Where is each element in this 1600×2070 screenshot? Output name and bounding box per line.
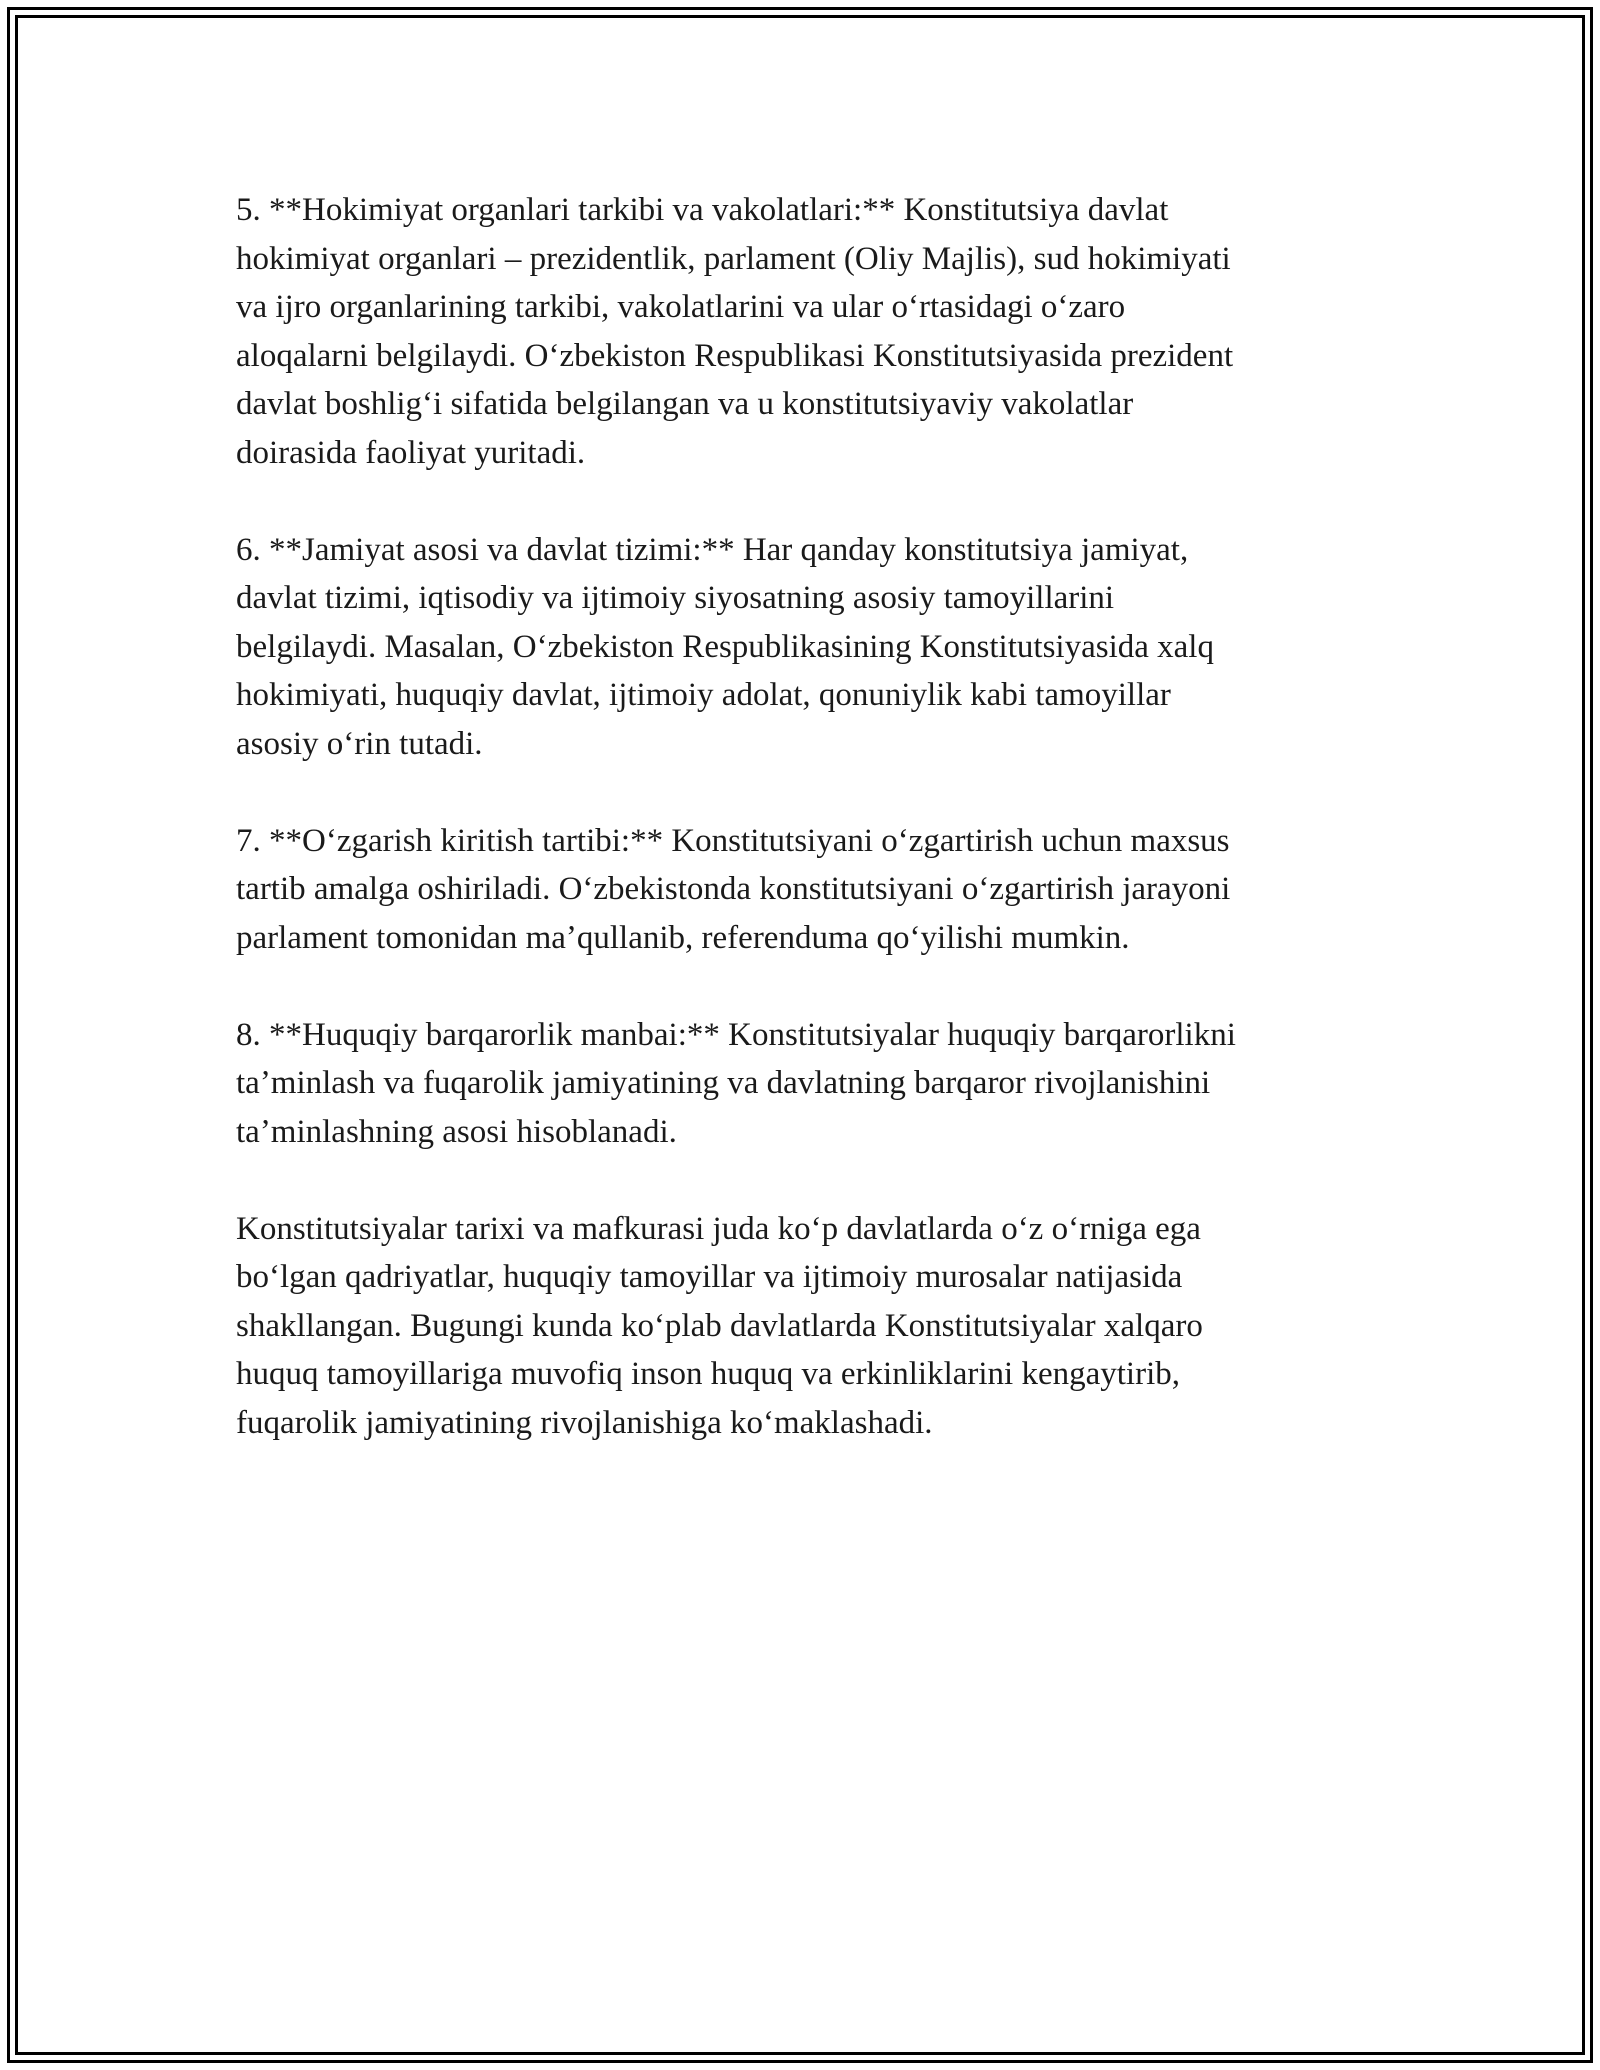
paragraph-item-7: [236, 817, 1366, 963]
text-line: shakllangan. Bugungi kunda koʻplab davlatlarda Konstitutsiyalar xalqaro: [236, 1307, 1203, 1344]
text-line: 7. **Oʻzgarish kiritish tartibi:** Konstitutsiyani oʻzgartirish uchun maxsus: [236, 822, 1230, 859]
text-line: belgilaydi. Masalan, Oʻzbekiston Respublikasining Konstitutsiyasida xalq: [236, 628, 1214, 665]
text-line: va ijro organlarining tarkibi, vakolatlarini va ular oʻrtasidagi oʻzaro: [236, 289, 1126, 325]
text-line: hokimiyat organlari – prezidentlik, parlament (Oliy Majlis), sud hokimiyati: [236, 240, 1231, 277]
text-line: asosiy oʻrin tutadi.: [236, 725, 483, 762]
text-line: 6. **Jamiyat asosi va davlat tizimi:** Har qanday konstitutsiya jamiyat,: [236, 531, 1189, 568]
text-line: 5. **Hokimiyat organlari tarkibi va vakolatlari:** Konstitutsiya davlat: [236, 192, 1169, 228]
text-line: boʻlgan qadriyatlar, huquqiy tamoyillar va ijtimoiy murosalar natijasida: [236, 1259, 1183, 1295]
text-line: taʼminlash va fuqarolik jamiyatining va davlatning barqaror rivojlanishini: [236, 1065, 1211, 1101]
text-line: doirasida faoliyat yuritadi.: [236, 434, 586, 471]
text-line: taʼminlashning asosi hisoblanadi.: [236, 1113, 677, 1150]
text-line: Konstitutsiyalar tarixi va mafkurasi juda koʻp davlatlarda oʻz oʻrniga ega: [236, 1210, 1201, 1247]
text-line: hokimiyati, huquqiy davlat, ijtimoiy adolat, qonuniylik kabi tamoyillar: [236, 677, 1171, 713]
text-line: parlament tomonidan maʼqullanib, referenduma qoʻyilishi mumkin.: [236, 919, 1130, 956]
text-line: davlat boshligʻi sifatida belgilangan va u konstitutsiyaviy vakolatlar: [236, 386, 1134, 422]
paragraph-item-6: [236, 526, 1366, 769]
text-line: aloqalarni belgilaydi. Oʻzbekiston Respublikasi Konstitutsiyasida prezident: [236, 337, 1234, 374]
text-line: 8. **Huquqiy barqarorlik manbai:** Konstitutsiyalar huquqiy barqarorlikni: [236, 1016, 1236, 1053]
text-line: fuqarolik jamiyatining rivojlanishiga koʻmaklashadi.: [236, 1404, 933, 1441]
paragraph-item-8: [236, 1011, 1366, 1157]
paragraph-conclusion: [236, 1205, 1366, 1448]
text-line: tartib amalga oshiriladi. Oʻzbekistonda konstitutsiyani oʻzgartirish jarayoni: [236, 871, 1231, 907]
document-body: [236, 186, 1366, 1496]
text-line: huquq tamoyillariga muvofiq inson huquq va erkinliklarini kengaytirib,: [236, 1356, 1180, 1392]
paragraph-item-5: [236, 186, 1366, 477]
text-line: davlat tizimi, iqtisodiy va ijtimoiy siyosatning asosiy tamoyillarini: [236, 580, 1115, 616]
